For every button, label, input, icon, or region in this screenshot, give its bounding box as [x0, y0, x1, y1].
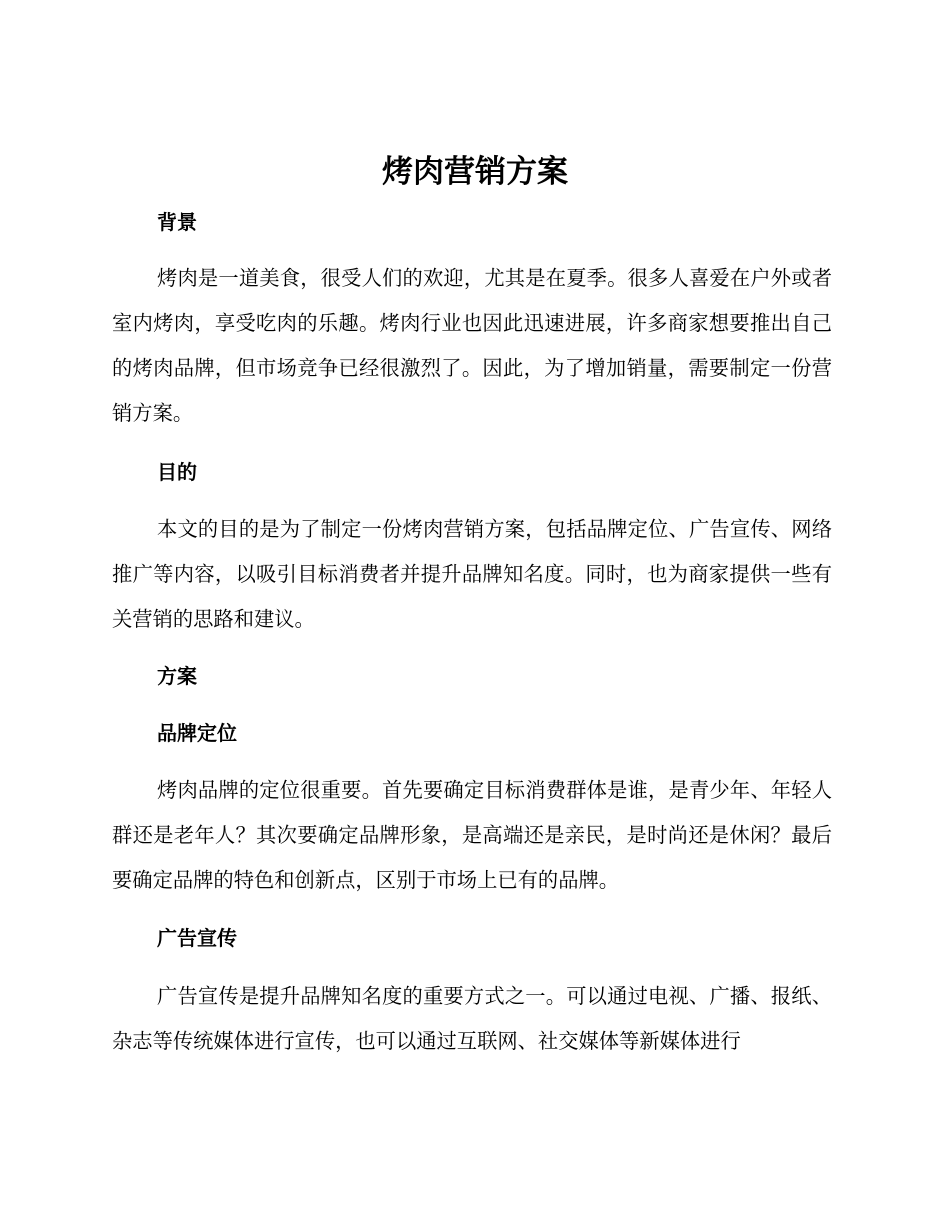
paragraph-background: 烤肉是一道美食，很受人们的欢迎，尤其是在夏季。很多人喜爱在户外或者室内烤肉，享受吃肉的乐趣。烤肉行业也因此迅速进展，许多商家想要推出自己的烤肉品牌，但市场竞争已经很激烈了。因此，为了增加销量，需要制定一份营销方案。	[112, 266, 832, 425]
section-heading-plan: 方案	[157, 664, 197, 688]
section-heading-purpose: 目的	[157, 460, 197, 484]
section-heading-brand-positioning: 品牌定位	[157, 721, 237, 745]
paragraph-purpose: 本文的目的是为了制定一份烤肉营销方案，包括品牌定位、广告宣传、网络推广等内容，以吸引目标消费者并提升品牌知名度。同时，也为商家提供一些有关营销的思路和建议。	[112, 517, 832, 631]
paragraph-advertising: 广告宣传是提升品牌知名度的重要方式之一。可以通过电视、广播、报纸、杂志等传统媒体进行宣传，也可以通过互联网、社交媒体等新媒体进行	[112, 984, 832, 1053]
document-title: 烤肉营销方案	[382, 154, 568, 190]
section-heading-background: 背景	[157, 210, 197, 234]
section-heading-advertising: 广告宣传	[157, 926, 237, 950]
paragraph-brand-positioning: 烤肉品牌的定位很重要。首先要确定目标消费群体是谁，是青少年、年轻人群还是老年人？其次要确定品牌形象，是高端还是亲民，是时尚还是休闲？最后要确定品牌的特色和创新点，区别于市场上已有的品牌。	[112, 778, 832, 892]
